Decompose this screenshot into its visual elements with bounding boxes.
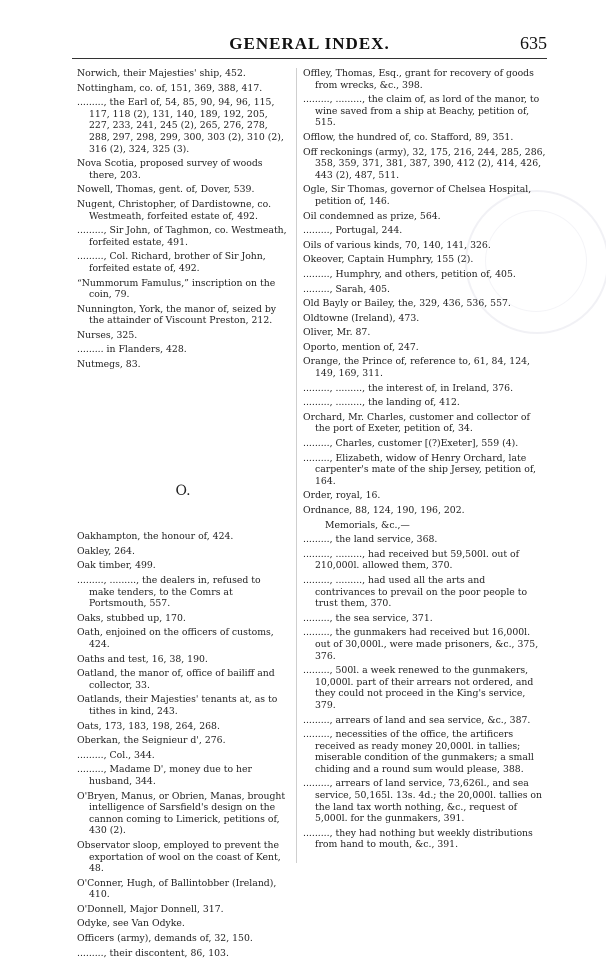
entries-o-section xyxy=(77,531,289,959)
index-entry: Oldtowne (Ireland), 473. xyxy=(303,312,420,324)
index-entry: O'Donnell, Major Donnell, 317. xyxy=(77,903,224,915)
index-entry: Observator sloop, employed to prevent the exportation of wool on the coast of Kent, 48. xyxy=(77,839,281,875)
index-entry: ........., ........., had used all the arts and contrivances to prevail on the poor people to trust them, 370. xyxy=(303,574,528,610)
index-entry: Oakhampton, the honour of, 424. xyxy=(77,531,234,543)
index-entry: ........., ........., the claim of, as lord of the manor, to wine saved from a ship at Beachy, petition of, 515. xyxy=(303,94,540,129)
index-entry: ........., ........., had received but 59,500l. out of 210,000l. allowed them, 370. xyxy=(303,548,520,572)
index-entry: Oberkan, the Seignieur d', 276. xyxy=(77,735,226,747)
index-entry: ........., ........., the dealers in, refused to make tenders, to the Comrs at Portsmouth, 557. xyxy=(77,575,261,610)
index-entry: Orchard, Mr. Charles, customer and collector of the port of Exeter, petition of, 34. xyxy=(303,411,530,435)
index-entry: Norwich, their Majesties' ship, 452. xyxy=(77,68,246,79)
index-entry: Oil condemned as prize, 564. xyxy=(303,210,441,222)
section-letter-o: O. xyxy=(175,482,191,499)
index-entry: Nurses, 325. xyxy=(77,329,138,341)
entries-n-section xyxy=(77,68,289,371)
index-entry: Order, royal, 16. xyxy=(303,490,381,502)
index-entry: ........., ........., the landing of, 412. xyxy=(303,397,460,409)
index-entry: ........., ........., the interest of, in Ireland, 376. xyxy=(303,382,514,394)
index-entry: Nutmegs, 83. xyxy=(77,359,141,371)
entries-right-main xyxy=(303,68,546,517)
index-entry: Oatland, the manor of, office of bailiff and collector, 33. xyxy=(77,668,275,691)
page-number: 635 xyxy=(520,33,547,53)
index-entry: ........., the gunmakers had received but 16,000l. out of 30,000l., were made prisoners, &c., 375, 376. xyxy=(303,627,539,662)
index-entry: ........., Col., 344. xyxy=(77,749,155,761)
entries-memorials xyxy=(303,534,546,851)
index-entry: ........., Humphry, and others, petition of, 405. xyxy=(303,268,516,280)
index-entry: Oatlands, their Majesties' tenants at, as to tithes in kind, 243. xyxy=(77,694,278,717)
index-entry: Nugent, Christopher, of Dardistowne, co. Westmeath, forfeited estate of, 492. xyxy=(77,198,272,222)
index-entry: Off reckonings (army), 32, 175, 216, 244, 285, 286, 358, 359, 371, 381, 387, 390, 412 (2), 414, 426, 443 (2), 487, 511. xyxy=(303,146,546,181)
index-entry: ........., Elizabeth, widow of Henry Orchard, late carpenter's mate of the ship Jersey, petition of, 164. xyxy=(303,452,536,487)
index-entry: ........., Madame D', money due to her husband, 344. xyxy=(77,764,252,787)
page-header xyxy=(72,34,547,59)
index-entry: ........., Portugal, 244. xyxy=(303,225,403,237)
index-entry: Nottingham, co. of, 151, 369, 388, 417. xyxy=(77,82,263,94)
index-entry: Oakley, 264. xyxy=(77,545,135,557)
index-entry: Ogle, Sir Thomas, governor of Chelsea Hospital, petition of, 146. xyxy=(303,184,532,207)
index-entry: Nova Scotia, proposed survey of woods there, 203. xyxy=(77,158,263,181)
index-entry: ........., Col. Richard, brother of Sir John, forfeited estate of, 492. xyxy=(77,251,266,274)
index-entry: Old Bayly or Bailey, the, 329, 436, 536, 557. xyxy=(303,298,511,310)
index-entry: ........., arrears of land service, 73,626l., and sea service, 50,165l. 13s. 4d.; the 20,000l. tallies on the land tax worth nothing, &c., request of 5,000l. for the gunmakers, 391. xyxy=(303,778,543,825)
index-entry: Oath, enjoined on the officers of customs, 424. xyxy=(77,627,274,650)
index-entry: Oaks, stubbed up, 170. xyxy=(77,612,186,624)
index-entry: Nowell, Thomas, gent. of, Dover, 539. xyxy=(77,184,255,196)
index-entry: O'Conner, Hugh, of Ballintobber (Ireland), 410. xyxy=(77,877,277,901)
index-entry: “Nummorum Famulus,” inscription on the coin, 79. xyxy=(77,277,276,301)
left-column xyxy=(77,68,289,962)
index-entry: ........., necessities of the office, the artificers received as ready money 20,000l. in tallies; miserable condition of the gunmakers; a small chiding and a round sum would please, 388. xyxy=(303,729,534,775)
index-entry: ........., Sir John, of Taghmon, co. Westmeath, forfeited estate, 491. xyxy=(77,225,287,248)
index-entry: Officers (army), demands of, 32, 150. xyxy=(77,933,253,945)
index-entry: Odyke, see Van Odyke. xyxy=(77,918,185,930)
index-entry: Ordnance, 88, 124, 190, 196, 202. xyxy=(303,505,465,516)
index-entry: Oak timber, 499. xyxy=(77,560,156,572)
index-entry: ........., 500l. a week renewed to the gunmakers, 10,000l. part of their arrears not ordered, and they could not proceed in the King's service, 379. xyxy=(303,665,534,711)
index-entry: ........., the sea service, 371. xyxy=(303,612,433,624)
index-entry: Oliver, Mr. 87. xyxy=(303,327,371,339)
section-gap xyxy=(77,374,289,486)
index-entry: Okeover, Captain Humphry, 155 (2). xyxy=(303,254,474,266)
index-entry: O'Bryen, Manus, or Obrien, Manas, brought intelligence of Sarsfield's design on the cannon coming to Limerick, petitions of, 430 (2). xyxy=(77,790,286,837)
index-entry: Oaths and test, 16, 38, 190. xyxy=(77,653,208,665)
index-entry: ........., their discontent, 86, 103. xyxy=(77,947,229,959)
index-entry: ........., the land service, 368. xyxy=(303,534,438,546)
index-entry: ........., the Earl of, 54, 85, 90, 94, 96, 115, 117, 118 (2), 131, 140, 189, 192, 205, 227, 233, 241, 245 (2), 265, 276, 278, 288, 297, 298, 299, 300, 303 (2), 310 (2), 316 (2), 324, 325 (3). xyxy=(77,97,284,155)
running-title: GENERAL INDEX. xyxy=(229,34,390,53)
section-gap-after xyxy=(77,497,289,531)
index-entry: ........., Charles, customer [(?)Exeter], 559 (4). xyxy=(303,438,519,450)
index-entry: ........., arrears of land and sea service, &c., 387. xyxy=(303,714,531,726)
index-entry: ........., they had nothing but weekly distributions from hand to mouth, &c., 391. xyxy=(303,827,533,851)
index-entry: Nunnington, York, the manor of, seized by the attainder of Viscount Preston, 212. xyxy=(77,303,277,327)
index-entry: Orange, the Prince of, reference to, 61, 84, 124, 149, 169, 311. xyxy=(303,356,530,380)
memorials-heading: Memorials, &c.,— xyxy=(325,519,410,531)
index-entry: Oats, 173, 183, 198, 264, 268. xyxy=(77,720,220,732)
index-entry: Oils of various kinds, 70, 140, 141, 326. xyxy=(303,239,491,251)
column-divider xyxy=(296,68,297,863)
index-entry: Offlow, the hundred of, co. Stafford, 89, 351. xyxy=(303,131,514,143)
right-column xyxy=(303,68,546,854)
index-entry: Oporto, mention of, 247. xyxy=(303,341,419,353)
index-entry: Offley, Thomas, Esq., grant for recovery of goods from wrecks, &c., 398. xyxy=(303,68,534,91)
index-entry: ......... in Flanders, 428. xyxy=(77,344,187,356)
index-entry: ........., Sarah, 405. xyxy=(303,283,391,295)
